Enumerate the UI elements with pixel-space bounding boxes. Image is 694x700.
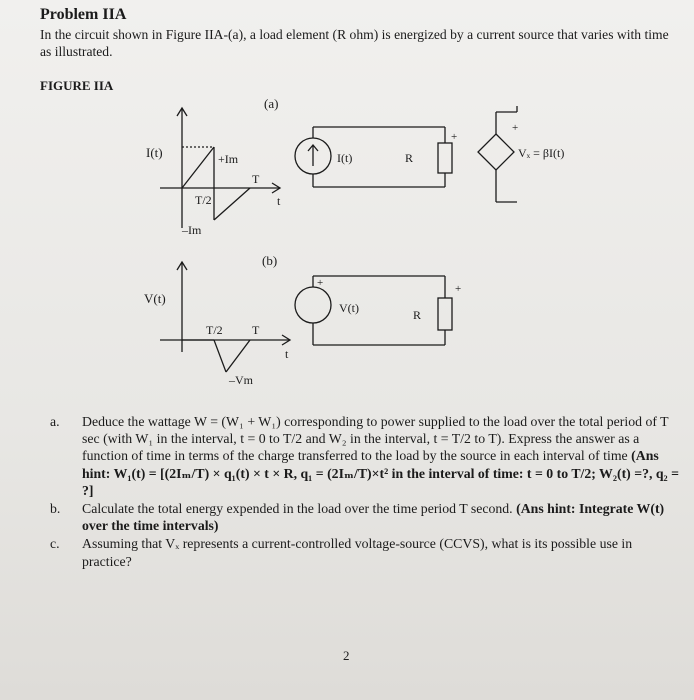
- answer-hint: (Ans hint: Integrate W(t) over the time intervals): [82, 501, 665, 534]
- half-period-label: T/2: [195, 193, 212, 207]
- current-ramp-up: [182, 147, 214, 188]
- period-label-b: T: [252, 323, 260, 337]
- peak-current-label: +Im: [218, 152, 239, 166]
- current-source-label: I(t): [337, 151, 353, 165]
- resistor-label-b: R: [413, 308, 422, 322]
- current-source-circuit: [295, 127, 452, 187]
- voltage-drop: [214, 340, 226, 372]
- question-b: [50, 500, 680, 534]
- question-label: a.: [50, 414, 60, 429]
- resistor-plus-sign-b: +: [455, 283, 462, 295]
- trough-voltage-label: –Vm: [229, 373, 253, 387]
- resistor-symbol: [438, 143, 452, 173]
- question-text: Calculate the total energy expended in the load over the time period T second.: [82, 501, 517, 517]
- current-waveform-graph: [160, 108, 280, 228]
- source-plus-sign: +: [317, 277, 324, 289]
- question-a: [50, 413, 680, 499]
- voltage-axis-label: V(t): [144, 291, 166, 306]
- panel-b-label: (b): [262, 253, 278, 268]
- voltage-waveform-graph: [160, 262, 290, 372]
- time-axis-label-b: t: [285, 347, 289, 361]
- current-ramp-return: [214, 188, 250, 220]
- ccvs-diamond-symbol: [478, 134, 514, 170]
- trough-current-label: –Im: [182, 223, 202, 237]
- voltage-source-label: V(t): [339, 301, 359, 315]
- voltage-ramp-return: [226, 340, 250, 372]
- question-label: b.: [50, 501, 61, 517]
- resistor-symbol: [438, 298, 452, 330]
- questions-list: [50, 413, 680, 571]
- panel-a-label: (a): [264, 96, 279, 111]
- question-text: Deduce the wattage W = (W₁ + W₁) corresponding to power supplied to the load over the total period of T sec (with W₁ in the interval, t = 0 to T/2 and W₂ in the interval, t = T/2 to T). Express the answer as a function of time in terms of the charge transferred to the load by the source in each interval of time: [82, 414, 669, 464]
- current-axis-label: I(t): [146, 145, 163, 160]
- ccvs-plus-sign: +: [512, 122, 519, 134]
- voltage-source-symbol: [295, 287, 331, 323]
- ccvs-circuit: [478, 106, 517, 202]
- question-c: [50, 535, 680, 569]
- resistor-plus-sign: +: [451, 131, 458, 143]
- question-text: Assuming that Vₓ represents a current-controlled voltage-source (CCVS), what is its possible use in practice?: [82, 536, 633, 569]
- time-axis-label: t: [277, 194, 281, 208]
- question-label: c.: [50, 536, 60, 552]
- ccvs-label: Vₓ = βI(t): [518, 146, 565, 160]
- half-period-label-b: T/2: [206, 323, 223, 337]
- page-number: 2: [343, 648, 350, 663]
- period-label: T: [252, 172, 260, 186]
- problem-title: Problem IIA: [40, 6, 127, 23]
- figure-label: FIGURE IIA: [40, 78, 114, 93]
- problem-intro: In the circuit shown in Figure IIA-(a), a load element (R ohm) is energized by a current source that varies with time as illustrated.: [40, 27, 669, 59]
- resistor-label: R: [405, 151, 414, 165]
- answer-hint: (Ans hint: W₁(t) = [(2Iₘ/T) × q₁(t) × t × R, q₁ = (2Iₘ/T)×t² in the interval of time: t = 0 to T/2; W₂(t) =?, q₂ = ?]: [82, 448, 679, 498]
